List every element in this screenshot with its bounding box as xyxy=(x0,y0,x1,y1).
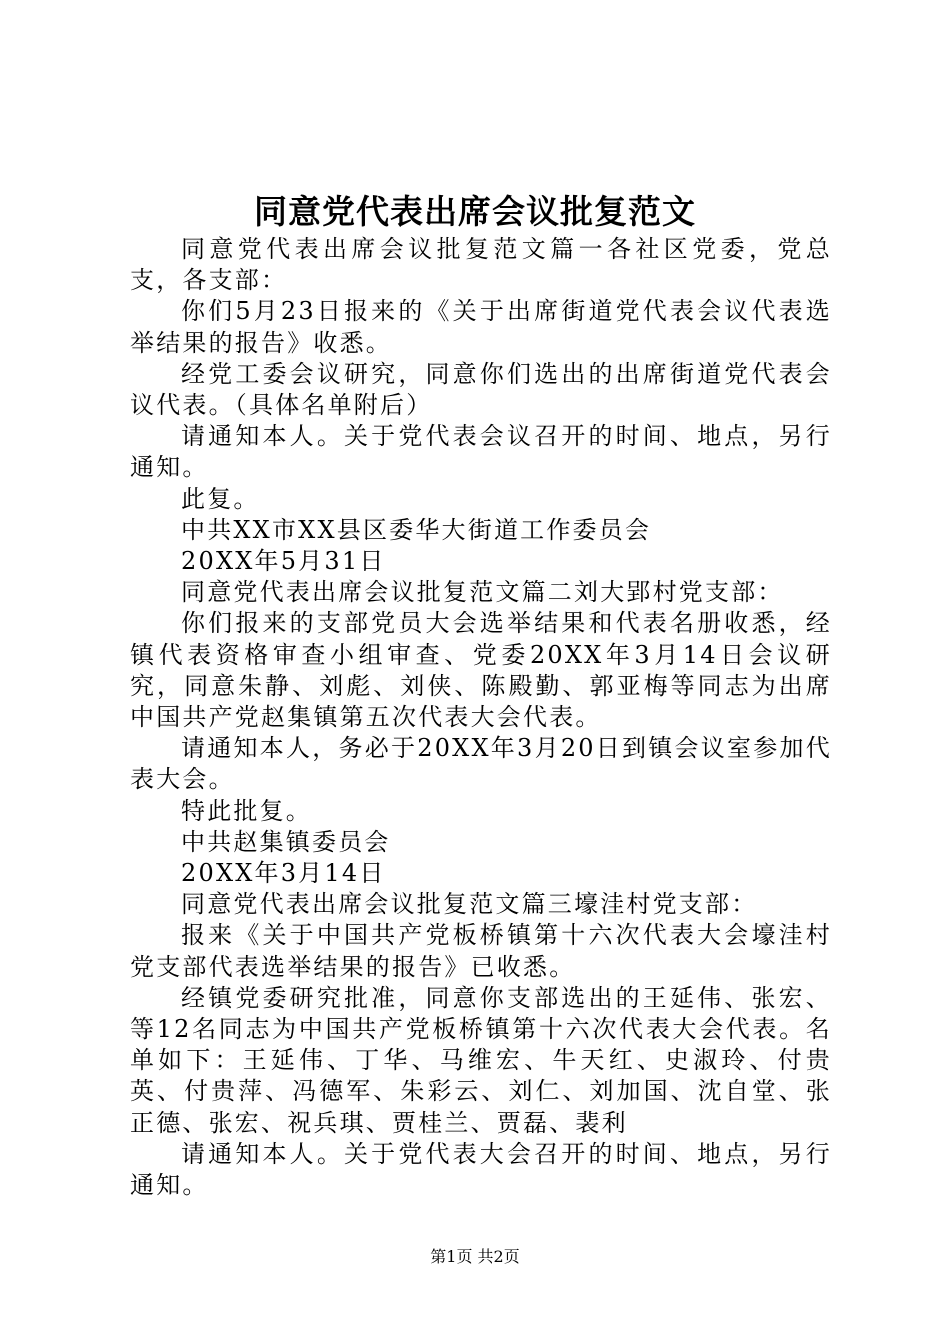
document-body xyxy=(130,234,832,1201)
signature-org: 中共XX市XX县区委华大街道工作委员会 xyxy=(181,515,652,544)
paragraph: 经镇党委研究批准，同意你支部选出的王延伟、张宏、等12名同志为中国共产党板桥镇第十六次代表大会代表。名单如下：王延伟、丁华、马维宏、牛天红、史淑玲、付贵英、付贵萍、冯德军、朱彩云、刘仁、刘加国、沈自堂、张正德、张宏、祝兵琪、贾桂兰、贾磊、裴利 xyxy=(130,983,832,1137)
paragraph: 经党工委会议研究，同意你们选出的出席街道党代表会议代表。（具体名单附后） xyxy=(130,359,832,420)
section-heading: 同意党代表出席会议批复范文篇三壕洼村党支部： xyxy=(181,890,758,919)
paragraph: 请通知本人。关于党代表会议召开的时间、地点，另行通知。 xyxy=(130,422,832,482)
paragraph: 请通知本人。关于党代表大会召开的时间、地点，另行通知。 xyxy=(130,1139,832,1200)
signature-date: 20XX年5月31日 xyxy=(181,547,386,576)
paragraph: 报来《关于中国共产党板桥镇第十六次代表大会壕洼村党支部代表选举结果的报告》已收悉。 xyxy=(130,921,832,981)
page-footer: 第1页 共2页 xyxy=(430,1247,520,1266)
paragraph: 你们5月23日报来的《关于出席街道党代表会议代表选举结果的报告》收悉。 xyxy=(130,297,832,357)
signature-date: 20XX年3月14日 xyxy=(181,859,386,888)
paragraph: 此复。 xyxy=(181,484,260,513)
paragraph: 你们报来的支部党员大会选举结果和代表名册收悉，经镇代表资格审查小组审查、党委20XX年3月14日会议研究，同意朱静、刘彪、刘侠、陈殿勤、郭亚梅等同志为出席中国共产党赵集镇第五次代表大会代表。 xyxy=(130,609,832,732)
signature-org: 中共赵集镇委员会 xyxy=(181,827,391,856)
paragraph: 同意党代表出席会议批复范文篇一各社区党委，党总支，各支部： xyxy=(130,235,832,295)
section-heading: 同意党代表出席会议批复范文篇二刘大郢村党支部： xyxy=(181,578,784,607)
paragraph: 请通知本人，务必于20XX年3月20日到镇会议室参加代表大会。 xyxy=(130,734,832,794)
document-title: 同意党代表出席会议批复范文 xyxy=(254,192,696,231)
paragraph: 特此批复。 xyxy=(181,796,312,825)
